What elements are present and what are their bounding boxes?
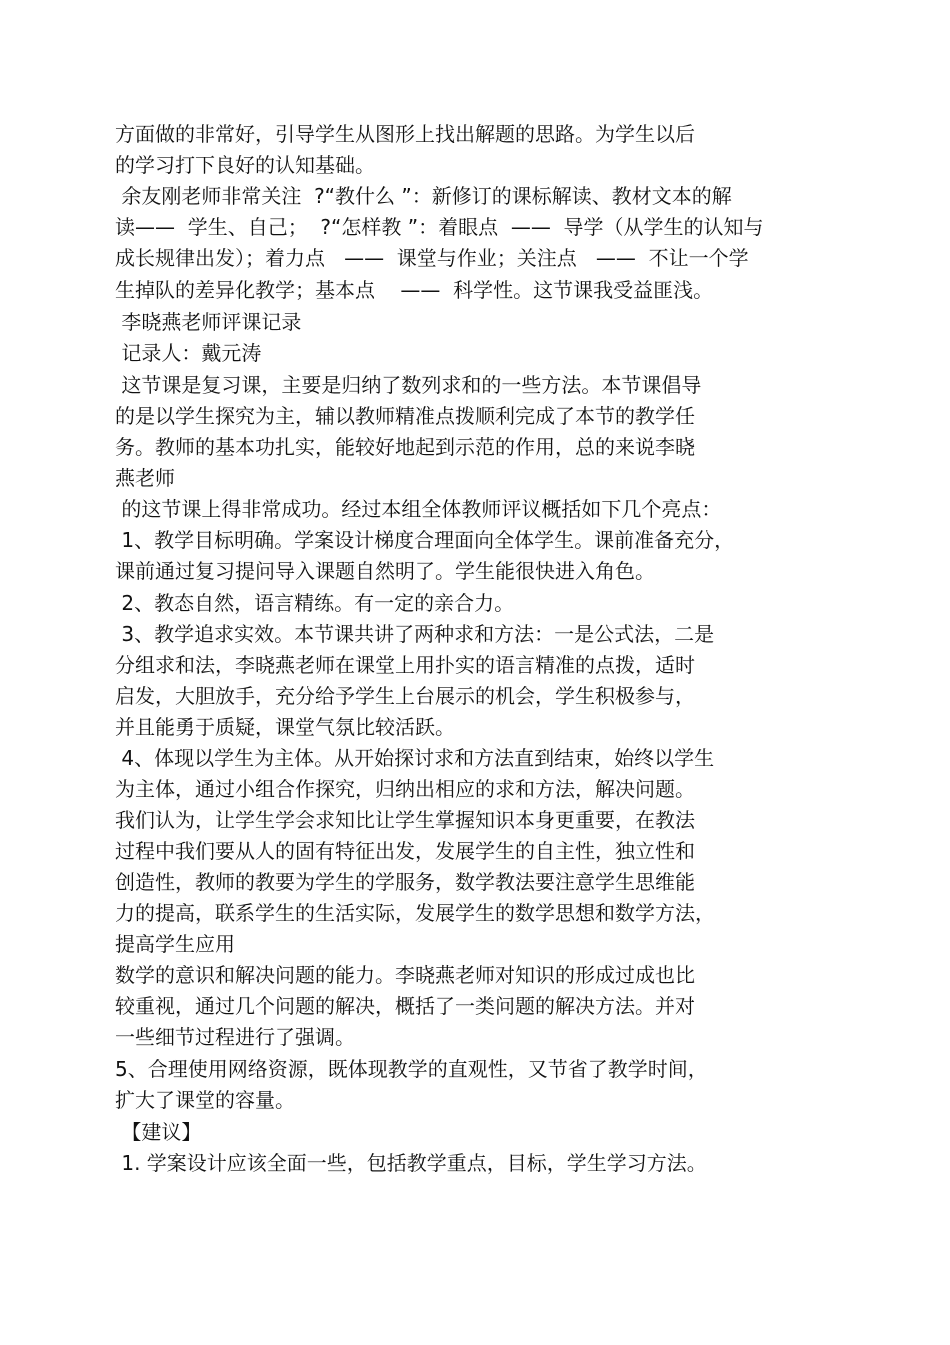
text-line: 5、合理使用网络资源，既体现教学的直观性，又节省了教学时间，: [115, 1057, 708, 1081]
text-line: 为主体，通过小组合作探究，归纳出相应的求和方法，解决问题。: [115, 777, 695, 801]
text-line: 的学习打下良好的认知基础。: [115, 153, 375, 177]
text-line: 并且能勇于质疑，课堂气氛比较活跃。: [115, 715, 455, 739]
text-line: 过程中我们要从人的固有特征出发，发展学生的自主性，独立性和: [115, 839, 695, 863]
text-line: 力的提高，联系学生的生活实际，发展学生的数学思想和数学方法，: [115, 901, 715, 925]
suggestion-heading: 【建议】: [115, 1120, 202, 1144]
text-line: 燕老师: [115, 466, 175, 490]
text-line: 务。教师的基本功扎实，能较好地起到示范的作用，总的来说李晓: [115, 435, 695, 459]
text-line: 成长规律出发）；着力点 —— 课堂与作业；关注点 —— 不让一个学: [115, 246, 749, 270]
text-line: 4、体现以学生为主体。从开始探讨求和方法直到结束，始终以学生: [115, 746, 715, 770]
recorder-line: 记录人：戴元涛: [115, 341, 262, 365]
text-line: 的是以学生探究为主，辅以教师精准点拨顺利完成了本节的教学任: [115, 404, 695, 428]
text-line: 2、教态自然，语言精练。有一定的亲合力。: [115, 591, 515, 615]
text-line: 一些细节过程进行了强调。: [115, 1025, 355, 1049]
text-line: 启发，大胆放手，充分给予学生上台展示的机会，学生积极参与，: [115, 684, 695, 708]
text-line: 扩大了课堂的容量。: [115, 1088, 295, 1112]
text-line: 余友刚老师非常关注 ?“教什么 ”：新修订的课标解读、教材文本的解: [115, 184, 732, 208]
text-line: 数学的意识和解决问题的能力。李晓燕老师对知识的形成过成也比: [115, 963, 695, 987]
text-line: 1、教学目标明确。学案设计梯度合理面向全体学生。课前准备充分，: [115, 528, 735, 552]
text-line: 1. 学案设计应该全面一些，包括教学重点，目标，学生学习方法。: [115, 1151, 707, 1175]
text-line: 读—— 学生、自己； ?“怎样教 ”：着眼点 —— 导学（从学生的认知与: [115, 215, 764, 239]
text-line: 方面做的非常好，引导学生从图形上找出解题的思路。为学生以后: [115, 122, 695, 146]
text-line: 的这节课上得非常成功。经过本组全体教师评议概括如下几个亮点：: [115, 497, 722, 521]
text-line: 课前通过复习提问导入课题自然明了。学生能很快进入角色。: [115, 559, 655, 583]
text-line: 创造性，教师的教要为学生的学服务，数学教法要注意学生思维能: [115, 870, 695, 894]
text-line: 这节课是复习课，主要是归纳了数列求和的一些方法。本节课倡导: [115, 373, 702, 397]
text-line: 较重视，通过几个问题的解决，概括了一类问题的解决方法。并对: [115, 994, 695, 1018]
text-line: 分组求和法，李晓燕老师在课堂上用扑实的语言精准的点拨，适时: [115, 653, 695, 677]
text-line: 3、教学追求实效。本节课共讲了两种求和方法：一是公式法，二是: [115, 622, 715, 646]
text-line: 提高学生应用: [115, 932, 235, 956]
text-line: 生掉队的差异化教学；基本点 —— 科学性。这节课我受益匪浅。: [115, 278, 714, 302]
section-title: 李晓燕老师评课记录: [115, 310, 302, 334]
text-line: 我们认为，让学生学会求知比让学生掌握知识本身更重要，在教法: [115, 808, 695, 832]
